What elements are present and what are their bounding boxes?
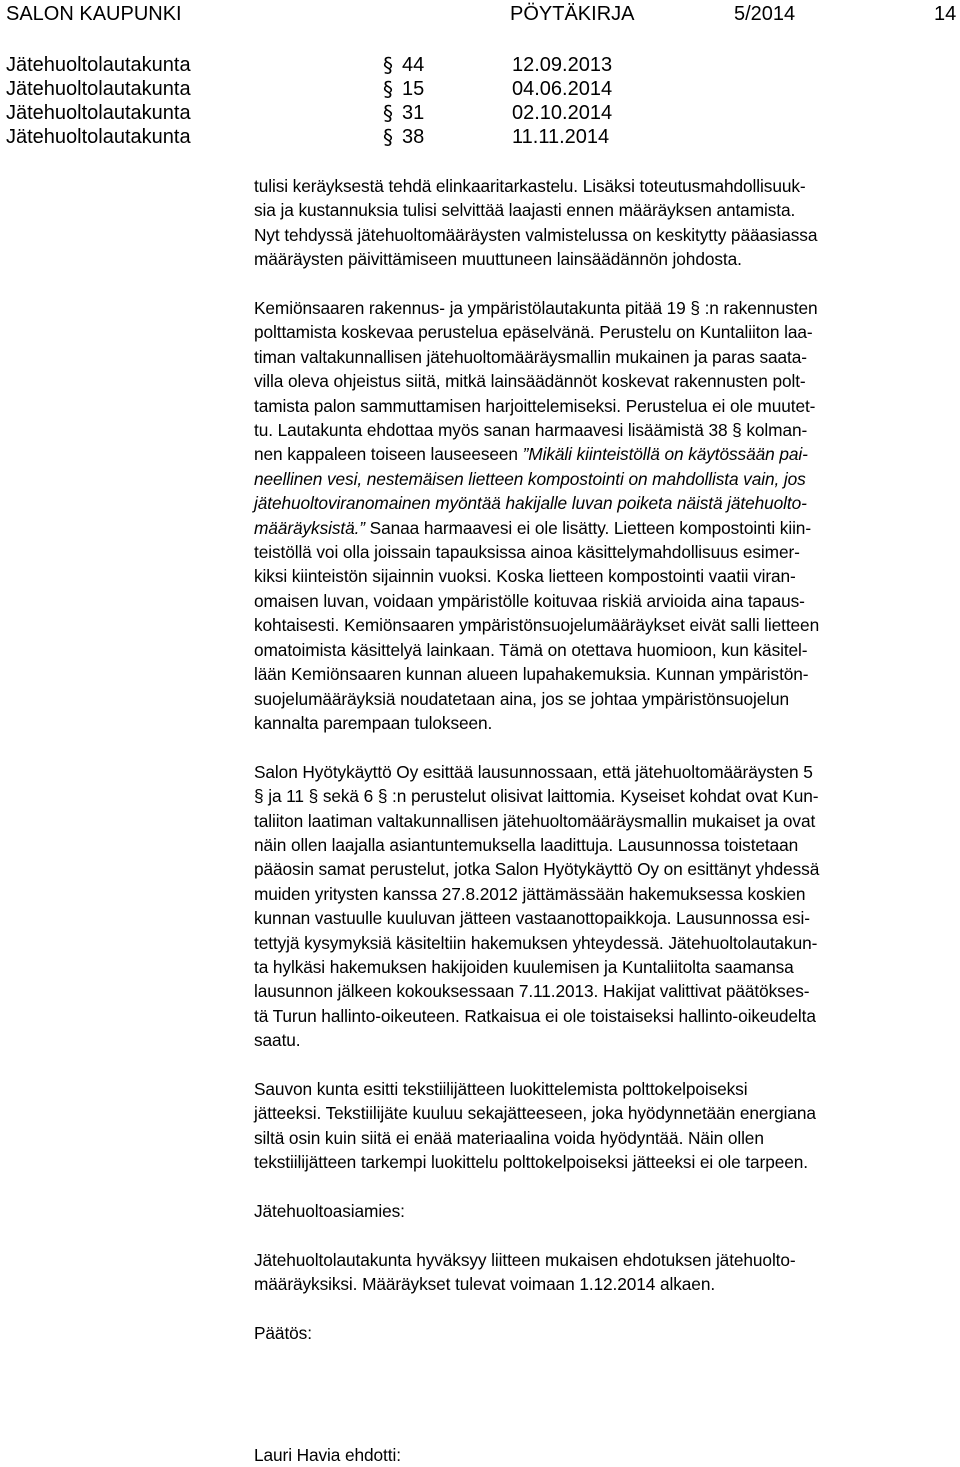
text-line: muiden yritysten kanssa 27.8.2012 jättämässään hakemuksessa koskien (254, 883, 806, 904)
text-line: polttamista koskevaa perustelua epäselvänä. Perustelu on Kuntaliiton laa- (254, 322, 813, 343)
text-line: kiksi kiinteistön sijainnin vuoksi. Koska lietteen kompostointi vaatii viran- (254, 566, 796, 587)
text-line: § ja 11 § sekä 6 § :n perustelut olisivat laittomia. Kyseiset kohdat ovat Kun- (254, 786, 819, 807)
text-line: timan valtakunnallisen jätehuoltomääräysmallin mukainen ja paras saata- (254, 346, 807, 367)
quoted-text-line: neellinen vesi, nestemäisen lietteen kompostointi on mahdollista vain, jos (254, 468, 806, 489)
section-sign: § (383, 53, 393, 77)
text-line (254, 442, 958, 466)
text-line: tulisi keräyksestä tehdä elinkaaritarkastelu. Lisäksi toteutusmahdollisuuk- (254, 176, 806, 196)
text-line: Jätehuoltolautakunta hyväksyy liitteen mukaisen ehdotuksen jätehuolto- (254, 1249, 796, 1270)
text-line: sia ja kustannuksia tulisi selvittää laajasti ennen määräyksen antamista. (254, 200, 796, 221)
official-label: Jätehuoltoasiamies: (254, 1201, 405, 1221)
paragraph-kemionsaari-statement (254, 296, 958, 735)
reference-section-number: 44 (402, 54, 425, 76)
text-line: suojelumääräyksiä noudatetaan aina, jos se johtaa ympäristönsuojelun (254, 688, 790, 709)
text-line: villa oleva ohjeistus siitä, mitkä lainsäädännöt koskevat rakennusten polt- (254, 371, 806, 392)
text-line: lausunnon jälkeen kokouksessaan 7.11.2013. Hakijat valittivat päätökses- (254, 981, 810, 1002)
text-line: omaisen luvan, voidaan ympäristölle koituvaa riskiä arvioida aina tapaus- (254, 590, 805, 611)
text-line: kohtaisesti. Kemiönsaaren ympäristönsuojelumääräykset eivät salli lietteen (254, 615, 820, 636)
text-line: määräysten päivittämiseen muuttuneen lainsäädännön johdosta. (254, 249, 742, 270)
reference-section-number: 31 (402, 102, 425, 124)
reference-section-number: 15 (402, 78, 425, 100)
text-line: jätteeksi. Tekstiilijäte kuuluu sekajätteeseen, joka hyödynnetään energiana (254, 1103, 816, 1124)
reference-committee: Jätehuoltolautakunta (6, 54, 191, 76)
text-line: pääosin samat perustelut, jotka Salon Hyötykäyttö Oy on esittänyt yhdessä (254, 859, 820, 880)
text-line: kannalta parempaan tulokseen. (254, 712, 493, 733)
text-line: ta hylkäsi hakemuksen hakijoiden kuulemisen ja Kuntaliitolta saamansa (254, 956, 794, 977)
reference-date: 04.06.2014 (512, 78, 613, 100)
header-document-type: PÖYTÄKIRJA (510, 3, 635, 25)
header-page-number: 14 (934, 3, 957, 25)
paragraph-salon-hyotykaytto-statement (254, 760, 958, 1053)
reference-committee: Jätehuoltolautakunta (6, 126, 191, 148)
reference-committee: Jätehuoltolautakunta (6, 102, 191, 124)
text-span: Sanaa harmaavesi ei ole lisätty. Lietteen kompostointi kiin- (364, 517, 811, 538)
decision-label: Päätös: (254, 1323, 312, 1343)
text-span: nen kappaleen toiseen lauseeseen (254, 444, 523, 465)
text-line: tä Turun hallinto-oikeuteen. Ratkaisua ei ole toistaiseksi hallinto-oikeudelta (254, 1005, 816, 1026)
quoted-text-line: jätehuoltoviranomainen myöntää hakijalle luvan poiketa näistä jätehuolto- (254, 493, 807, 514)
text-line: Nyt tehdyssä jätehuoltomääräysten valmistelussa on keskitytty pääasiassa (254, 224, 818, 245)
quoted-text: ”Mikäli kiinteistöllä on käytössään pai- (522, 444, 808, 465)
section-sign: § (383, 77, 393, 101)
text-line (254, 516, 958, 540)
reference-date: 02.10.2014 (512, 102, 613, 124)
text-line: kunnan vastuulle kuuluvan jätteen vastaanottopaikkoja. Lausunnossa esi- (254, 908, 810, 929)
reference-section-number: 38 (402, 126, 425, 148)
text-line: tettyjä kysymyksiä käsiteltiin hakemuksen yhteydessä. Jätehuoltolautakun- (254, 932, 818, 953)
proposal-by-label: Lauri Havia ehdotti: (254, 1444, 401, 1465)
header-issue-number: 5/2014 (734, 3, 796, 25)
section-sign: § (383, 125, 393, 149)
reference-committee: Jätehuoltolautakunta (6, 78, 191, 100)
text-line: teistöllä voi olla joissain tapauksissa ainoa käsittelymahdollisuus esimer- (254, 542, 800, 563)
text-line: lään Kemiönsaaren kunnan alueen lupahakemuksia. Kunnan ympäristön- (254, 664, 809, 685)
text-line: siltä osin kuin siitä ei enää materiaalina voida hyödyntää. Näin ollen (254, 1127, 764, 1148)
document-body (254, 174, 958, 1467)
section-sign: § (383, 101, 393, 125)
text-line: taliiton laatiman valtakunnallisen jätehuoltomääräysmallin mukaiset ja ovat (254, 810, 816, 831)
text-line: näin ollen laajalla asiantuntemuksella laadittuja. Lausunnossa toistetaan (254, 834, 799, 855)
proposal-paragraph (254, 1248, 958, 1297)
paragraph-sauvo-statement (254, 1077, 958, 1175)
text-line: tu. Lautakunta ehdottaa myös sanan harmaavesi lisäämistä 38 § kolman- (254, 420, 808, 441)
text-line: omatoimista käsittelyä lainkaan. Tämä on otettava huomioon, kun käsitel- (254, 639, 808, 660)
text-line: Kemiönsaaren rakennus- ja ympäristölautakunta pitää 19 § :n rakennusten (254, 298, 818, 319)
text-line: tekstiilijätteen tarkempi luokittelu polttokelpoiseksi jätteeksi ei ole tarpeen. (254, 1152, 808, 1173)
text-line: Salon Hyötykäyttö Oy esittää lausunnossaan, että jätehuoltomääräysten 5 (254, 761, 813, 782)
text-line: Sauvon kunta esitti tekstiilijätteen luokittelemista polttokelpoiseksi (254, 1078, 748, 1099)
text-line: saatu. (254, 1030, 301, 1051)
reference-date: 12.09.2013 (512, 54, 613, 76)
reference-date: 11.11.2014 (512, 126, 610, 148)
quoted-text: määräyksistä.” (254, 517, 365, 538)
header-organization: SALON KAUPUNKI (6, 3, 182, 25)
text-line: tamista palon sammuttamisen harjoittelemiseksi. Perustelua ei ole muutet- (254, 395, 816, 416)
paragraph-continuation (254, 174, 958, 272)
text-line: määräyksiksi. Määräykset tulevat voimaan 1.12.2014 alkaen. (254, 1274, 716, 1295)
